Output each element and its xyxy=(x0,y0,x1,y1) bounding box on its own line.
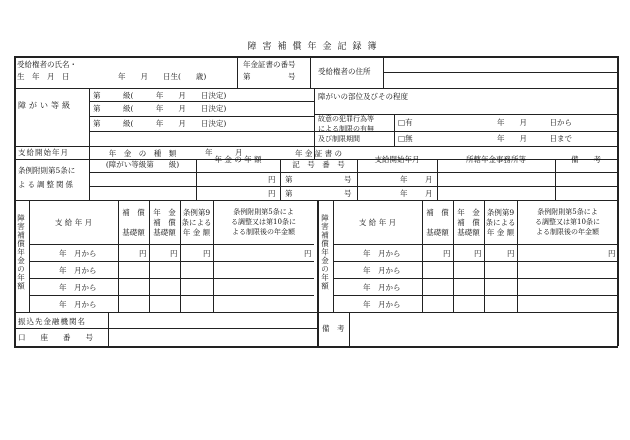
left-col-art9-3: 年 金 額 xyxy=(182,228,211,237)
option-yes: □有 xyxy=(398,118,413,127)
grade-row-line-1 xyxy=(89,101,314,102)
dob-label: 生 年 月 日 xyxy=(17,72,70,81)
sec4-no-suffix-1: 号 xyxy=(344,175,352,184)
left-row-line-2 xyxy=(29,278,314,279)
bank-label-div xyxy=(108,312,109,346)
col-pension-amount: 年 金 の 年 額 xyxy=(214,155,262,164)
sec4-month-1: 月 xyxy=(425,175,433,184)
right-col-pension-basic-2: 補 償 xyxy=(457,218,480,227)
sec4-div-5 xyxy=(555,159,556,200)
right-yen-art9: 円 xyxy=(507,249,515,258)
sec4-header-bottom xyxy=(89,172,617,173)
left-col-art9-1: 条例第9 xyxy=(182,208,211,217)
crime-label-2: による制限の有無 xyxy=(318,125,374,133)
option-no: □無 xyxy=(398,134,413,143)
left-col-adj-2: る調整又は第10条に xyxy=(231,218,296,226)
right-col-pension-basic-1: 年 金 xyxy=(457,208,480,217)
sec4-no-prefix-2: 第 xyxy=(285,189,293,198)
crime-label-3: 及び制限期間 xyxy=(318,135,360,143)
left-row-from-4: 年 月から xyxy=(59,300,97,309)
sec4-year-1: 年 xyxy=(400,175,408,184)
right-row-from-3: 年 月から xyxy=(363,283,401,292)
left-row-line-3 xyxy=(29,295,314,296)
left-col-adj-3: よる制限後の年金額 xyxy=(232,228,295,236)
left-row-from-2: 年 月から xyxy=(59,266,97,275)
right-col-art9-1: 条例第9 xyxy=(486,208,515,217)
sec5-center-div xyxy=(317,200,319,346)
right-row-from-2: 年 月から xyxy=(363,266,401,275)
right-yen-basic: 円 xyxy=(443,249,451,258)
right-row-from-4: 年 月から xyxy=(363,300,401,309)
pension-cert-no: 第 号 xyxy=(243,72,296,81)
frame-top xyxy=(14,56,618,58)
disability-site-label: 障がいの部位及びその程度 xyxy=(318,92,408,101)
col-remarks: 備 考 xyxy=(571,155,601,164)
left-col-payment-ym: 支 給 年 月 xyxy=(54,218,93,227)
frame-bottom xyxy=(14,346,618,348)
left-header-bottom xyxy=(29,244,314,245)
grade-row-line-2 xyxy=(89,116,314,117)
left-col-pension-basic-1: 年 金 xyxy=(153,208,176,217)
frame-left xyxy=(14,56,16,346)
disability-grade-label: 障がい等級 xyxy=(18,101,73,110)
restriction-from: 年 月 日から xyxy=(497,118,572,127)
grade-row-3: 第 級( 年 月 日決定) xyxy=(93,119,227,128)
right-yen-adj: 円 xyxy=(608,249,616,258)
right-col-art9-3: 年 金 額 xyxy=(486,228,515,237)
recipient-name-label: 受給権者の氏名・ xyxy=(17,60,77,69)
sec4-no-suffix-2: 号 xyxy=(344,189,352,198)
remarks-label: 備 考 xyxy=(322,324,345,333)
sec2-bottom xyxy=(14,146,618,147)
adjust-label-1: 条例附則第5条に xyxy=(18,166,76,175)
sec1-div-a xyxy=(237,56,238,88)
pension-cert-label: 年金証書の番号 xyxy=(243,60,296,69)
sec1-address-mid xyxy=(383,72,617,73)
left-yen-pension-basic: 円 xyxy=(170,249,178,258)
sec4-row-mid xyxy=(89,186,617,187)
col-pension-type-1: 年 金 の 種 類 xyxy=(108,149,177,158)
right-row-line-1 xyxy=(333,261,618,262)
left-yen-adj: 円 xyxy=(304,249,312,258)
col-office: 所轄年金事務所等 xyxy=(466,155,526,164)
right-col-adj-3: よる制限後の年金額 xyxy=(536,228,599,236)
grade-row-2: 第 級( 年 月 日決定) xyxy=(93,104,227,113)
left-yen-basic: 円 xyxy=(139,249,147,258)
right-yen-pension-basic: 円 xyxy=(474,249,482,258)
right-col-pension-basic-3: 基礎額 xyxy=(457,228,480,237)
right-row-line-2 xyxy=(333,278,618,279)
right-col-adj-1: 条例附則第5条によ xyxy=(537,208,598,216)
sec2-label-div xyxy=(89,88,90,146)
account-label: 口 座 番 号 xyxy=(18,333,93,342)
sec1-bottom xyxy=(14,88,618,89)
sec4-yen-1: 円 xyxy=(268,175,276,184)
right-col-art9-2: 条による xyxy=(485,218,516,227)
sec4-year-2: 年 xyxy=(400,189,408,198)
sec4-bottom xyxy=(14,200,618,201)
left-col-basic-1: 補 償 xyxy=(122,208,145,217)
right-header-bottom xyxy=(333,244,618,245)
right-col-payment-ym: 支 給 年 月 xyxy=(358,218,397,227)
col-cert-2: 記 号 番 号 xyxy=(292,160,345,169)
remarks-label-div xyxy=(349,312,350,346)
right-col-basic-2: 基礎額 xyxy=(426,228,449,237)
sec4-no-prefix-1: 第 xyxy=(285,175,293,184)
sec4-yen-2: 円 xyxy=(268,189,276,198)
col-start: 支給開始年月 xyxy=(374,155,420,164)
sec5-bottom xyxy=(14,312,618,313)
crime-label-1: 故意の犯罪行為等 xyxy=(318,115,374,123)
bank-label: 振込先金融機関名 xyxy=(18,317,86,326)
left-col-adj-1: 条例附則第5条によ xyxy=(233,208,294,216)
sec1-div-b xyxy=(310,56,311,88)
sec2-mid-div xyxy=(314,88,315,146)
right-row-from-1: 年 月から xyxy=(363,249,401,258)
left-row-from-3: 年 月から xyxy=(59,283,97,292)
adjust-label-2: よる調整関係 xyxy=(18,180,75,189)
left-col-basic-2: 基礎額 xyxy=(122,228,145,237)
sec4-div-4 xyxy=(437,159,438,200)
left-yen-art9: 円 xyxy=(203,249,211,258)
dob-format: 年 月 日生( 歳) xyxy=(118,72,207,81)
payment-start-label: 支給開始年月 xyxy=(18,148,69,157)
col-pension-type-2: (障がい等級第 級) xyxy=(105,160,180,169)
col-cert-1: 年 金 証 書 の xyxy=(294,149,343,158)
right-row-line-3 xyxy=(333,295,618,296)
left-side-label: 障害補償年金の年額 xyxy=(16,214,26,291)
restriction-to: 年 月 日まで xyxy=(497,134,572,143)
frame-right xyxy=(617,56,619,346)
address-label: 受給権者の住所 xyxy=(318,67,371,76)
crime-label-div xyxy=(394,114,395,146)
right-side-label: 障害補償年金の年額 xyxy=(320,214,330,291)
sec4-month-2: 月 xyxy=(425,189,433,198)
bank-row-bottom xyxy=(14,328,317,329)
left-row-line-1 xyxy=(29,261,314,262)
payment-start-value: 年 月 xyxy=(205,148,243,157)
right-col-adj-2: る調整又は第10条に xyxy=(535,218,600,226)
left-row-from-1: 年 月から xyxy=(59,249,97,258)
sec4-div-3 xyxy=(357,159,358,200)
left-col-art9-2: 条による xyxy=(181,218,212,227)
page-title: 障害補償年金記録簿 xyxy=(247,42,383,52)
sec4-div-1 xyxy=(196,159,197,200)
left-col-pension-basic-3: 基礎額 xyxy=(153,228,176,237)
grade-row-1: 第 級( 年 月 日決定) xyxy=(93,91,227,100)
left-col-pension-basic-2: 補 償 xyxy=(153,218,176,227)
right-col-basic-1: 補 償 xyxy=(426,208,449,217)
